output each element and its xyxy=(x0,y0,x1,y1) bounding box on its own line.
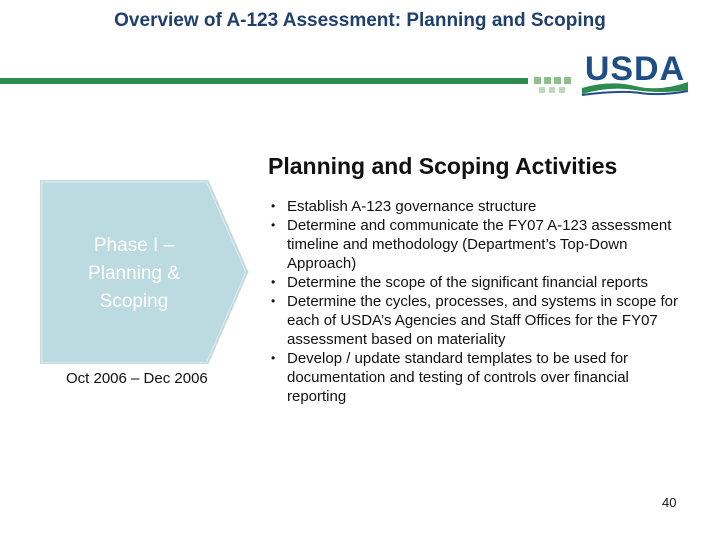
phase-date-range: Oct 2006 – Dec 2006 xyxy=(66,370,208,387)
title-rule xyxy=(0,78,528,84)
activities-heading: Planning and Scoping Activities xyxy=(268,153,618,179)
activity-item: • Develop / update standard templates to be used for documentation and testing of controls over financial reporting xyxy=(268,349,688,406)
phase-label-line: Planning & xyxy=(88,263,180,284)
activity-item: • Determine the scope of the significant financial reports xyxy=(268,273,688,292)
slide-title: Overview of A-123 Assessment: Planning and Scoping xyxy=(114,10,606,31)
activity-item: • Determine the cycles, processes, and systems in scope for each of USDA’s Agencies and Staff Offices for the FY07 assessment based on materiality xyxy=(268,292,688,349)
usda-logo-text: USDA xyxy=(584,50,686,88)
page-number: 40 xyxy=(662,495,677,510)
activity-item: • Determine and communicate the FY07 A-123 assessment timeline and methodology (Department’s Top-Down Approach) xyxy=(268,216,688,273)
activity-item: • Establish A-123 governance structure xyxy=(268,197,688,216)
usda-logo xyxy=(580,48,690,98)
activities-list xyxy=(268,197,688,406)
phase-label xyxy=(56,232,212,316)
phase-label-line: Phase I – xyxy=(93,235,175,256)
phase-label-line: Scoping xyxy=(99,291,169,312)
